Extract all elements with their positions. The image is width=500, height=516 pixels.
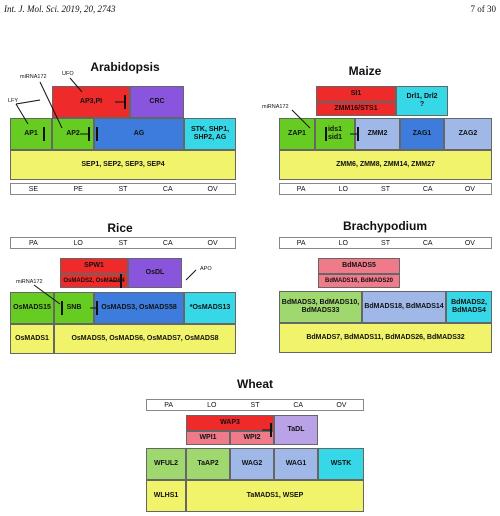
zag1-label: ZAG1 [412,129,432,137]
sep-label: SEP1, SEP2, SEP3, SEP4 [81,160,165,168]
whorl-lo: LO [338,186,348,193]
snb-label: SNB [66,303,82,311]
zap1-label: ZAP1 [288,129,306,137]
whorl-lo: LO [207,402,217,409]
drl-question: ? [419,101,425,108]
osdl-label: OsDL [145,268,165,276]
tamads1-label: TaMADS1, WSEP [246,491,304,499]
ag-label: AG [133,129,145,137]
whorl-ca: CA [422,240,433,247]
whorl-ca: CA [293,402,304,409]
whorl-ov: OV [207,240,218,247]
stk-label: STK, SHP1, SHP2, AG [190,125,230,141]
mirna172-label: miRNA172 [20,74,47,80]
ap2-label: AP2 [66,129,80,137]
whorl-pa: PA [164,402,174,409]
whorl-st: ST [250,402,260,409]
wag1-label: WAG1 [285,459,307,467]
drl-label: Drl1, Drl2 [406,92,438,100]
apo-label: APO [200,266,212,272]
lfy-label: LFY [8,98,19,104]
page-number: 7 of 30 [470,4,496,14]
maize-mirna-arrow [292,110,310,128]
ufo-label: UFO [62,71,74,77]
spw1-label: SPW1 [84,261,104,269]
osmads3-label: OsMADS3, OsMADS58 [101,303,177,311]
whorl-st: ST [381,240,390,247]
zmm16-label: ZMM16/STS1 [334,104,378,112]
ap1-label: AP1 [24,129,38,137]
arabidopsis-title: Arabidopsis [90,60,160,74]
wap3-label: WAP3 [220,418,240,426]
osmads1-label: OsMADS1 [15,334,49,342]
whorl-lo: LO [338,240,348,247]
wpi2-label: WPI2 [243,433,261,441]
whorl-st: ST [118,240,128,247]
rice-mirna172-label: miRNA172 [16,279,43,285]
whorl-pa: PA [296,240,306,247]
whorl-ov: OV [464,186,475,193]
lfy-arrow-1 [16,100,40,104]
osmads5-label: OsMADS5, OsMADS6, OsMADS7, OsMADS8 [71,334,219,342]
apo-arrow [186,270,196,280]
ids1-label: ids1 [327,125,342,133]
wstk-label: WSTK [330,459,352,467]
whorl-pa: PA [28,240,38,247]
bdmads5-label: BdMADS5 [342,261,376,269]
bdmads7-label: BdMADS7, BdMADS11, BdMADS26, BdMADS32 [306,333,465,341]
wag2-label: WAG2 [241,459,263,467]
osmads2-label: OsMADS2, OsMADS4 [63,277,125,284]
osmads15-label: OsMADS15 [13,303,51,311]
zag2-label: ZAG2 [458,129,478,137]
mirna-arrow [40,82,62,128]
whorl-ov: OV [207,186,218,193]
whorl-ca: CA [162,186,173,193]
maize-mirna172-label: miRNA172 [262,104,289,110]
whorl-lo: LO [73,240,83,247]
wpi1-label: WPI1 [199,433,217,441]
wful2-label: WFUL2 [153,459,179,467]
si1-label: SI1 [350,89,362,97]
zmm2-label: ZMM2 [367,129,388,137]
bdmads2-label: BdMADS2, BdMADS4 [451,298,487,314]
taap2-label: TaAP2 [197,459,219,467]
ap3-pi-label: AP3,PI [79,97,103,105]
whorl-st: ST [118,186,128,193]
whorl-pa: PA [296,186,306,193]
rice-mirna-arrow [34,285,60,304]
crc-label: CRC [149,97,165,105]
lfy-arrow-2 [16,104,28,124]
whorl-ov: OV [336,402,347,409]
tadl-label: TaDL [287,425,305,433]
ufo-arrow [70,78,82,92]
whorl-se: SE [28,186,39,193]
bdmads16-label: BdMADS16, BdMADS20 [324,277,393,284]
rice-title: Rice [107,221,133,235]
sid1-label: sid1 [327,134,342,141]
zmm6-label: ZMM6, ZMM8, ZMM14, ZMM27 [336,160,435,168]
bdmads18-label: BdMADS18, BdMADS14 [364,302,444,310]
whorl-pe: PE [73,186,83,193]
bdmads3-label: BdMADS3, BdMADS10, BdMADS33 [281,298,360,314]
whorl-ca: CA [162,240,173,247]
whorl-ov: OV [464,240,475,247]
whorl-st: ST [381,186,390,193]
osmads13-label: *OsMADS13 [189,303,231,311]
maize-title: Maize [348,64,382,78]
wheat-title: Wheat [237,377,273,391]
journal-header: Int. J. Mol. Sci. 2019, 20, 2743 [4,4,116,14]
brachypodium-title: Brachypodium [342,219,427,233]
whorl-ca: CA [422,186,433,193]
wlhs1-label: WLHS1 [153,491,179,499]
